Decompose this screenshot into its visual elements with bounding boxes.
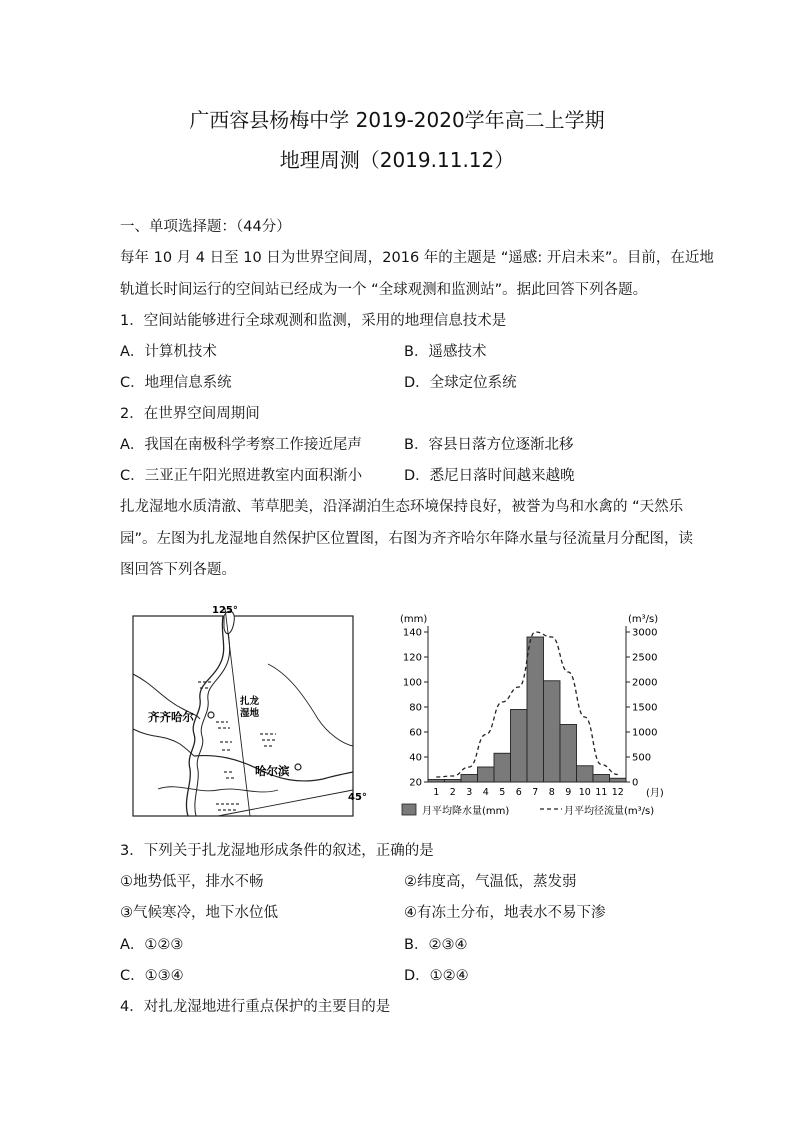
x-tick-label: 6 [515,787,522,798]
x-axis-unit: (月) [646,788,664,799]
city-marker-harbin [295,764,301,770]
x-tick-label: 1 [433,787,440,798]
q3-option-d[interactable]: D．①②④ [404,968,469,984]
q3-item-2: ②纬度高，气温低，蒸发弱 [404,874,577,890]
q1-option-c[interactable]: C．地理信息系统 [120,375,232,391]
left-tick-label: 80 [409,702,422,714]
right-tick-label: 0 [632,777,639,789]
precipitation-bar [428,780,445,783]
x-tick-label: 2 [449,787,456,798]
q4-stem: 4．对扎龙湿地进行重点保护的主要目的是 [120,999,391,1015]
q2-option-c[interactable]: C．三亚正午阳光照进教室内面积渐小 [120,468,363,484]
q3-option-a[interactable]: A．①②③ [120,937,184,953]
right-tick-label: 2500 [632,652,658,664]
city-label-harbin: 哈尔滨 [255,764,290,778]
city-label-qiqihar: 齐齐哈尔 [148,710,194,724]
q1-option-a[interactable]: A．计算机技术 [120,344,217,360]
legend-line-label: 月平均径流量(m³/s) [564,806,655,817]
left-tick-label: 20 [409,777,422,789]
longitude-label: 125° [212,605,238,616]
right-tick-label: 1000 [632,727,658,739]
right-axis-unit: (m³/s) [628,614,659,625]
q2-stem: 2．在世界空间周期间 [120,406,260,422]
precipitation-bar [544,681,561,782]
section-heading: 一、单项选择题：（44分） [120,219,291,235]
left-axis-unit: (mm) [400,614,428,625]
legend-bar-label: 月平均降水量(mm) [422,806,510,817]
x-tick-label: 10 [578,787,591,798]
passage2-line2: 园”。左图为扎龙湿地自然保护区位置图，右图为齐齐哈尔年降水量与径流量月分配图，读 [120,531,694,547]
precipitation-bar [593,775,610,783]
precipitation-bar [461,775,478,783]
left-tick-label: 60 [409,727,422,739]
precipitation-bar [610,778,627,782]
x-tick-label: 11 [595,787,608,798]
precipitation-bar [560,725,577,783]
q1-option-b[interactable]: B．遥感技术 [404,344,487,360]
latitude-label: 45° [348,792,367,803]
q2-option-b[interactable]: B．容县日落方位逐渐北移 [404,437,574,453]
passage2-line1: 扎龙湿地水质清澈、苇草肥美，沿泽湖泊生态环境保持良好，被誉为鸟和水禽的 “天然乐 [120,499,684,515]
q2-option-d[interactable]: D．悉尼日落时间越来越晚 [404,468,575,484]
q2-option-a[interactable]: A．我国在南极科学考察工作接近尾声 [120,437,362,453]
left-tick-label: 120 [402,652,422,664]
wetland-label-line1: 扎龙 [240,696,260,707]
x-tick-label: 3 [466,787,473,798]
x-tick-label: 5 [499,787,506,798]
q3-option-b[interactable]: B．②③④ [404,937,468,953]
wetland-label-line2: 湿地 [240,708,260,719]
precipitation-bar [494,753,511,782]
precipitation-bar [527,637,544,782]
page-title: 广西容县杨梅中学 2019-2020学年高二上学期 [189,108,605,132]
x-tick-label: 7 [532,787,539,798]
q3-item-1: ①地势低平，排水不畅 [120,874,264,890]
precipitation-bar [445,780,462,783]
passage2-line3: 图回答下列各题。 [120,562,236,578]
x-tick-label: 8 [548,787,555,798]
right-tick-label: 1500 [632,702,658,714]
q3-item-4: ④有冻土分布，地表水不易下渗 [404,905,606,921]
passage1-line1: 每年 10 月 4 日至 10 日为世界空间周，2016 年的主题是 “遥感: 开启未来”。目前，在近地 [120,250,714,266]
city-marker-qiqihar [208,712,214,718]
q3-option-c[interactable]: C．①③④ [120,968,184,984]
right-tick-label: 3000 [632,627,658,639]
left-tick-label: 140 [402,627,422,639]
q1-option-d[interactable]: D．全球定位系统 [404,375,517,391]
x-tick-label: 4 [482,787,489,798]
precipitation-bar [577,766,594,782]
left-tick-label: 100 [402,677,422,689]
passage1-line2: 轨道长时间运行的空间站已经成为一个 “全球观测和监测站”。据此回答下列各题。 [120,282,648,298]
precipitation-runoff-chart [392,608,678,828]
precipitation-bar [478,767,495,782]
wetland-location-map [128,604,367,820]
q3-stem: 3．下列关于扎龙湿地形成条件的叙述，正确的是 [120,843,434,859]
q1-stem: 1．空间站能够进行全球观测和监测，采用的地理信息技术是 [120,313,507,329]
right-tick-label: 2000 [632,677,658,689]
precipitation-bar [511,710,528,783]
q3-item-3: ③气候寒冷，地下水位低 [120,905,278,921]
x-tick-label: 12 [611,787,624,798]
x-tick-label: 9 [565,787,572,798]
right-tick-label: 500 [632,752,652,764]
left-tick-label: 40 [409,752,422,764]
legend-bar-swatch [402,804,416,815]
page-subtitle: 地理周测（2019.11.12） [279,148,515,172]
